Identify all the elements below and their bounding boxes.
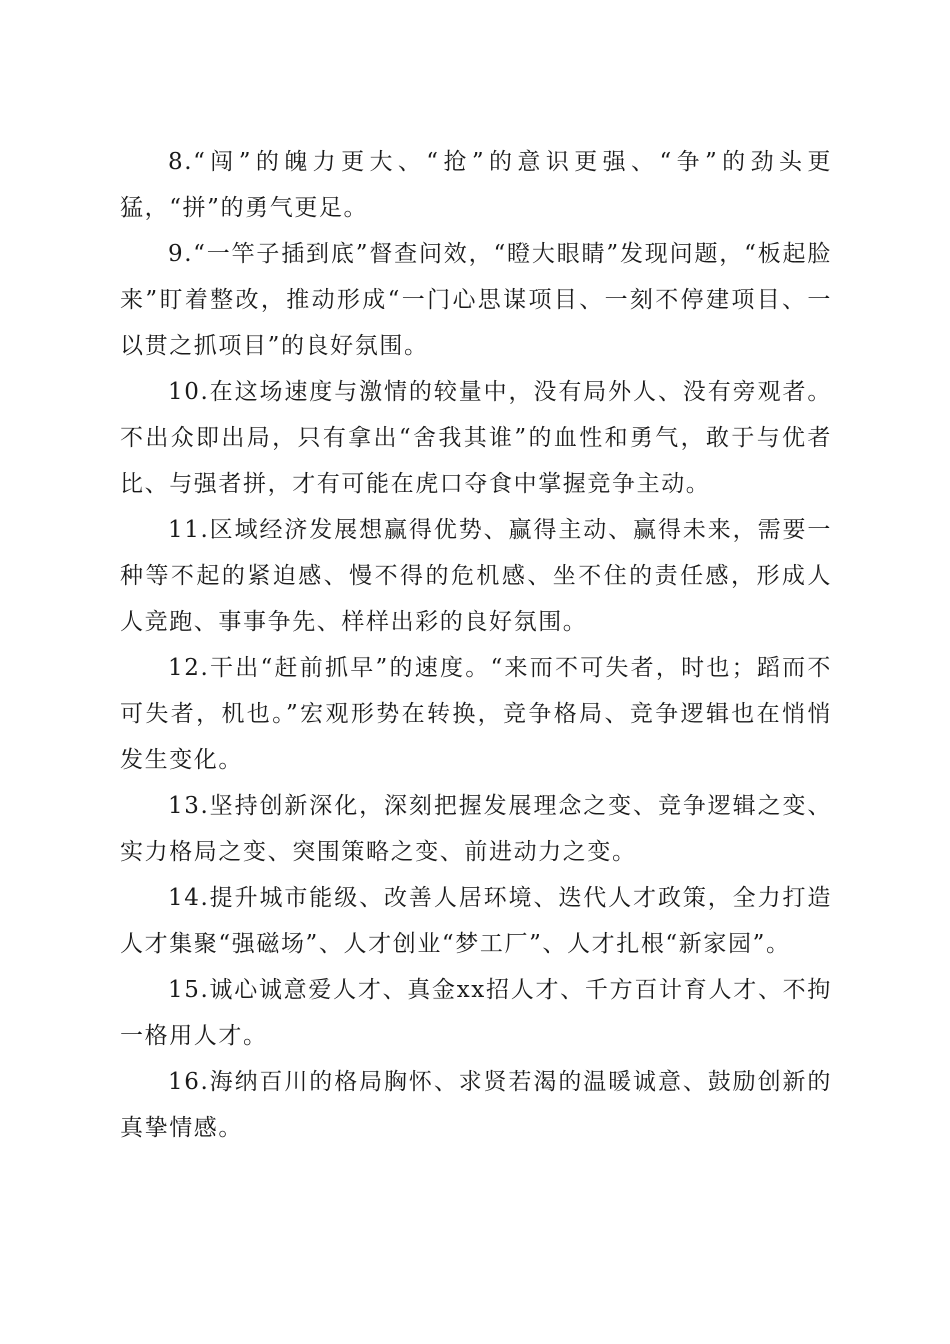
paragraph-16: 16.海纳百川的格局胸怀、求贤若渴的温暖诚意、鼓励创新的真挚情感。 (120, 1069, 832, 1141)
paragraph-14: 14.提升城市能级、改善人居环境、迭代人才政策，全力打造人才集聚“强磁场”、人才创业“梦工厂”、人才扎根“新家园”。 (120, 885, 832, 957)
paragraph-12: 12.干出“赶前抓早”的速度。“来而不可失者，时也；蹈而不可失者，机也。”宏观形势在转换，竞争格局、竞争逻辑也在悄悄发生变化。 (120, 655, 832, 773)
paragraph-13: 13.坚持创新深化，深刻把握发展理念之变、竞争逻辑之变、实力格局之变、突围策略之变、前进动力之变。 (120, 793, 832, 865)
paragraph-10: 10.在这场速度与激情的较量中，没有局外人、没有旁观者。不出众即出局，只有拿出“舍我其谁”的血性和勇气，敢于与优者比、与强者拼，才有可能在虎口夺食中掌握竞争主动。 (120, 379, 832, 497)
paragraph-9: 9.“一竿子插到底”督查问效，“瞪大眼睛”发现问题，“板起脸来”盯着整改，推动形成“一门心思谋项目、一刻不停建项目、一以贯之抓项目”的良好氛围。 (120, 241, 832, 359)
paragraph-15: 15.诚心诚意爱人才、真金xx招人才、千方百计育人才、不拘一格用人才。 (120, 977, 832, 1049)
paragraph-8: 8.“闯”的魄力更大、“抢”的意识更强、“争”的劲头更猛，“拼”的勇气更足。 (120, 149, 832, 221)
paragraph-11: 11.区域经济发展想赢得优势、赢得主动、赢得未来，需要一种等不起的紧迫感、慢不得的危机感、坐不住的责任感，形成人人竞跑、事事争先、样样出彩的良好氛围。 (120, 517, 832, 635)
document-body (120, 139, 832, 1151)
